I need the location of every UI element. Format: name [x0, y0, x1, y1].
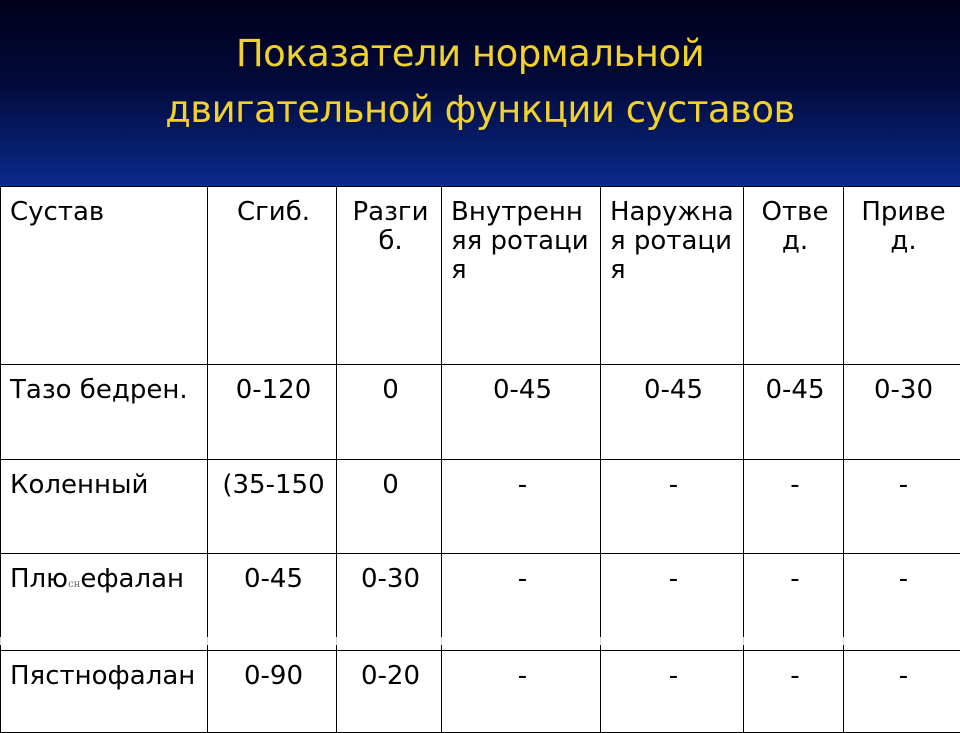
row-joint-name: Пястнофалан [1, 651, 208, 733]
header-flexion: Сгиб. [208, 187, 337, 365]
header-joint: Сустав [1, 187, 208, 365]
row-joint-name: Тазо бедрен. [1, 365, 208, 460]
cell-extension: 0 [337, 460, 442, 554]
header-external-rotation: Наружная ротация [601, 187, 744, 365]
cell-external-rotation: - [601, 460, 744, 554]
title-line-1: Показатели нормальной [0, 26, 950, 82]
joint-motion-table [0, 186, 960, 733]
cell-adduction: 0-30 [844, 365, 960, 460]
header-abduction: Отвед. [744, 187, 844, 365]
cell-flexion: 0-120 [208, 365, 337, 460]
row-joint-name [1, 554, 208, 651]
cell-abduction: - [744, 651, 844, 733]
cell-internal-rotation: 0-45 [442, 365, 601, 460]
cell-adduction: - [844, 460, 960, 554]
cell-external-rotation: - [601, 651, 744, 733]
cell-external-rotation: 0-45 [601, 365, 744, 460]
cell-extension: 0-30 [337, 554, 442, 651]
cell-abduction: - [744, 554, 844, 651]
slide-title [0, 26, 960, 138]
table-header-row [1, 187, 960, 365]
table-row [1, 651, 960, 733]
overlay-stripe [0, 637, 960, 645]
cell-adduction: - [844, 554, 960, 651]
cell-internal-rotation: - [442, 554, 601, 651]
cell-flexion: (35-150 [208, 460, 337, 554]
cell-flexion: 0-90 [208, 651, 337, 733]
cell-abduction: 0-45 [744, 365, 844, 460]
cell-external-rotation: - [601, 554, 744, 651]
header-internal-rotation: Внутренняя ротация [442, 187, 601, 365]
header-extension: Разгиб. [337, 187, 442, 365]
header-adduction: Привед. [844, 187, 960, 365]
table-row [1, 554, 960, 651]
cell-internal-rotation: - [442, 460, 601, 554]
cell-extension: 0-20 [337, 651, 442, 733]
joint-name-part: Плю [10, 564, 68, 594]
cell-flexion: 0-45 [208, 554, 337, 651]
row-joint-name: Коленный [1, 460, 208, 554]
cell-extension: 0 [337, 365, 442, 460]
title-line-2: двигательной функции суставов [0, 82, 960, 138]
joint-name-subscript: сн [68, 579, 80, 590]
cell-abduction: - [744, 460, 844, 554]
table-row [1, 460, 960, 554]
slide-header [0, 0, 960, 186]
cell-adduction: - [844, 651, 960, 733]
cell-internal-rotation: - [442, 651, 601, 733]
table-row [1, 365, 960, 460]
joint-name-part: ефалан [80, 564, 184, 594]
